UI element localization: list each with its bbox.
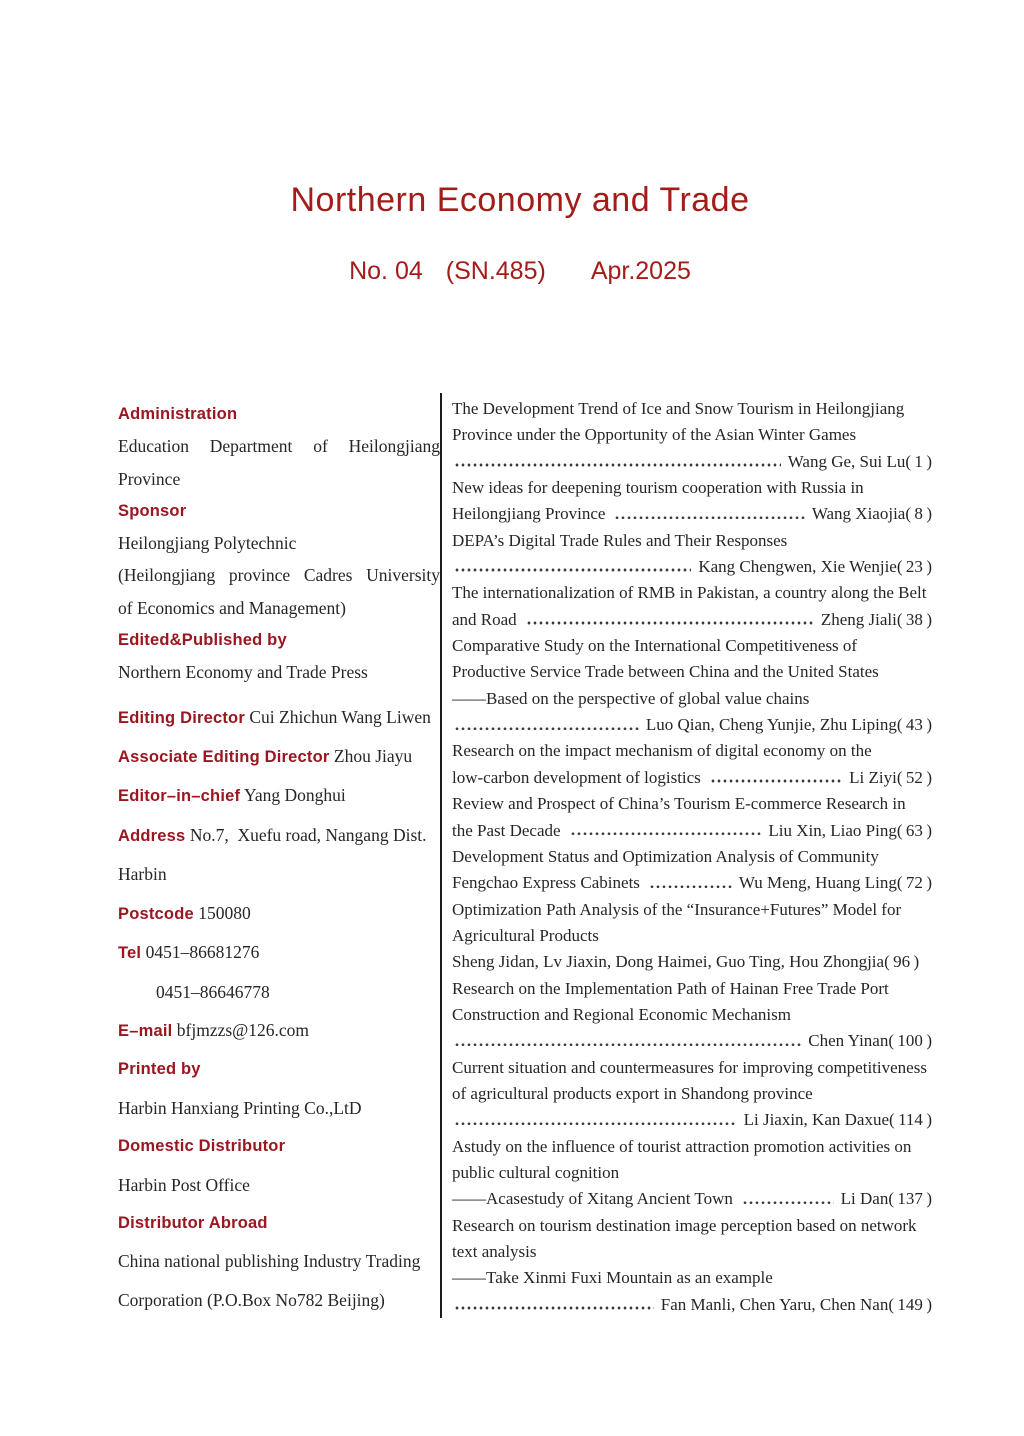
masthead-block: [118, 1127, 440, 1204]
masthead-label: Editing Director: [118, 708, 245, 727]
masthead-text-line: Harbin Hanxiang Printing Co.,LtD: [118, 1097, 362, 1118]
toc-page-number: ( 96 ): [884, 952, 920, 972]
toc-leader-dots: [454, 1306, 654, 1310]
toc-authors: Li Jiaxin, Kan Daxue: [743, 1110, 889, 1130]
toc-line: [452, 659, 932, 685]
toc-title-text: DEPA’s Digital Trade Rules and Their Responses: [452, 530, 788, 550]
toc-entry: [452, 1134, 932, 1213]
issue-line: [8, 257, 1024, 286]
toc-title-text: The internationalization of RMB in Pakistan, a country along the Belt: [452, 583, 927, 603]
toc-authors: Zheng Jiali: [820, 609, 897, 629]
masthead-label: Sponsor: [118, 501, 187, 520]
toc-line: [452, 607, 932, 633]
masthead-value: 150080: [198, 902, 251, 923]
masthead-label: Address: [118, 826, 186, 845]
masthead-line: [118, 894, 440, 933]
toc-page-number: ( 52 ): [896, 767, 932, 787]
toc-line: [452, 923, 932, 949]
masthead-line: [118, 816, 440, 855]
toc-page-number: ( 43 ): [896, 715, 932, 735]
toc-page-number: ( 114 ): [889, 1110, 932, 1130]
toc-title-text: Research on tourism destination image perception based on network: [452, 1215, 917, 1235]
toc-title-text: Agricultural Products: [452, 925, 599, 945]
masthead-text-line: Heilongjiang Polytechnic: [118, 533, 297, 554]
toc-page-number: ( 72 ): [896, 873, 932, 893]
toc-title-text: Research on the Implementation Path of Hainan Free Trade Port: [452, 978, 889, 998]
toc-line: [452, 1081, 932, 1107]
masthead-line: [118, 933, 440, 972]
masthead-text-line: of Economics and Management): [118, 597, 346, 618]
toc-page-number: ( 63 ): [896, 820, 932, 840]
toc-line: [452, 949, 932, 975]
masthead-text-line: Corporation (P.O.Box No782 Beijing): [118, 1289, 385, 1310]
toc-title-text: low-carbon development of logistics: [452, 767, 701, 787]
masthead-block: [118, 698, 440, 737]
masthead-line: [118, 698, 440, 737]
toc-leader-dots: [614, 516, 804, 520]
masthead-value: bfjmzzs@126.com: [176, 1019, 310, 1040]
masthead-label: Editor–in–chief: [118, 787, 241, 806]
toc-authors: Li Dan: [840, 1189, 889, 1209]
toc-title-text: Astudy on the influence of tourist attraction promotion activities on: [452, 1136, 912, 1156]
masthead-label: Associate Editing Director: [118, 748, 330, 767]
toc-entry: [452, 633, 932, 738]
toc-title-text: ——Based on the perspective of global value chains: [452, 688, 810, 708]
issue-date: Apr.2025: [590, 257, 691, 285]
toc-line: [452, 501, 932, 527]
toc-line: [452, 976, 932, 1002]
toc-title-text: and Road: [452, 609, 517, 629]
toc-line: [452, 1239, 932, 1265]
toc-leader-dots: [454, 568, 691, 572]
toc-entry: [452, 738, 932, 791]
toc-page-number: ( 1 ): [905, 451, 932, 471]
toc-leader-dots: [454, 727, 639, 731]
masthead-label: Domestic Distributor: [118, 1137, 286, 1156]
masthead-line: [118, 776, 440, 815]
masthead-extra-line: 0451–86646778: [156, 981, 270, 1002]
toc-title-text: Fengchao Express Cabinets: [452, 873, 640, 893]
toc-authors: Luo Qian, Cheng Yunjie, Zhu Liping: [645, 715, 897, 735]
toc-page-number: ( 38 ): [896, 609, 932, 629]
toc-line: [452, 712, 932, 738]
masthead-block: [118, 1204, 440, 1319]
toc-title-text: New ideas for deepening tourism cooperation with Russia in: [452, 478, 864, 498]
toc-authors: Chen Yinan: [808, 1031, 889, 1051]
toc-title-text: Comparative Study on the International Competitiveness of: [452, 636, 858, 656]
masthead-label: Postcode: [118, 904, 194, 923]
masthead-block: [118, 398, 440, 495]
masthead-block: [118, 737, 440, 776]
toc-entry: [452, 1213, 932, 1318]
toc-title-text: the Past Decade: [452, 820, 561, 840]
toc-title-text: Current situation and countermeasures for improving competitiveness: [452, 1057, 927, 1077]
toc-line: [452, 1134, 932, 1160]
toc-page-number: ( 23 ): [896, 557, 932, 577]
toc-title-text: text analysis: [452, 1242, 537, 1261]
toc-authors: Kang Chengwen, Xie Wenjie: [698, 557, 897, 577]
toc-authors: Liu Xin, Liao Ping: [768, 820, 897, 840]
masthead-text-line: Northern Economy and Trade Press: [118, 662, 368, 683]
toc-line: [452, 1028, 932, 1054]
masthead-label: E–mail: [118, 1021, 173, 1040]
toc-panel: [452, 396, 932, 1318]
toc-authors: Sheng Jidan, Lv Jiaxin, Dong Haimei, Guo Ting, Hou Zhongjia: [452, 952, 885, 972]
masthead-label: Printed by: [118, 1060, 201, 1079]
masthead-label: Edited&Published by: [118, 631, 287, 650]
toc-title-text: Development Status and Optimization Analysis of Community: [452, 846, 879, 866]
masthead-text-line: (Heilongjiang province Cadres University: [118, 565, 440, 586]
masthead-section: [118, 398, 440, 689]
toc-title-text: public cultural cognition: [452, 1162, 620, 1182]
masthead-extra-line: Harbin: [118, 864, 167, 885]
toc-page-number: ( 137 ): [888, 1189, 932, 1209]
toc-line: [452, 1186, 932, 1212]
masthead-block: [118, 624, 440, 689]
toc-line: [452, 818, 932, 844]
masthead-block: [118, 1011, 440, 1050]
toc-line: [452, 396, 932, 422]
journal-title: Northern Economy and Trade: [290, 181, 750, 219]
masthead-block: [118, 894, 440, 933]
toc-leader-dots: [742, 1201, 834, 1205]
toc-line: [452, 475, 932, 501]
toc-page-number: ( 149 ): [888, 1294, 932, 1314]
toc-authors: Li Ziyi: [849, 767, 897, 787]
toc-entry: [452, 844, 932, 897]
masthead-text-line: Education Department of Heilongjiang: [118, 436, 440, 457]
toc-leader-dots: [454, 1122, 737, 1126]
toc-line: [452, 422, 932, 448]
masthead-label: Administration: [118, 405, 238, 423]
toc-leader-dots: [570, 832, 762, 836]
toc-line: [452, 554, 932, 580]
toc-entry: [452, 396, 932, 475]
toc-line: [452, 765, 932, 791]
toc-entry: [452, 897, 932, 976]
masthead-line: [118, 1011, 440, 1050]
toc-line: [452, 1002, 932, 1028]
masthead-block: [118, 776, 440, 815]
toc-line: [452, 1265, 932, 1291]
toc-title-text: ——Take Xinmi Fuxi Mountain as an example: [452, 1268, 773, 1288]
toc-leader-dots: [526, 621, 814, 625]
masthead-label: Distributor Abroad: [118, 1213, 268, 1232]
toc-line: [452, 1292, 932, 1318]
masthead-value: Yang Donghui: [243, 785, 346, 806]
toc-line: [452, 870, 932, 896]
toc-authors: Wang Ge, Sui Lu: [787, 451, 906, 471]
toc-entry: [452, 1055, 932, 1134]
masthead-block: [118, 495, 440, 624]
toc-page-number: ( 8 ): [905, 504, 932, 524]
issue-number: No. 04: [349, 257, 423, 285]
toc-entry: [452, 580, 932, 633]
toc-title-text: Heilongjiang Province: [452, 504, 606, 524]
toc-leader-dots: [649, 885, 732, 889]
toc-line: [452, 1055, 932, 1081]
masthead-value: Cui Zhichun Wang Liwen: [249, 706, 431, 727]
toc-title-text: The Development Trend of Ice and Snow Tourism in Heilongjiang: [452, 399, 905, 418]
toc-line: [452, 738, 932, 764]
toc-line: [452, 686, 932, 712]
toc-line: [452, 633, 932, 659]
toc-entry: [452, 976, 932, 1055]
toc-line: [452, 897, 932, 923]
toc-leader-dots: [710, 779, 842, 783]
toc-line: [452, 1107, 932, 1133]
toc-line: [452, 528, 932, 554]
toc-title-text: Research on the impact mechanism of digital economy on the: [452, 741, 872, 761]
toc-entry: [452, 528, 932, 581]
masthead-text-line: Harbin Post Office: [118, 1174, 250, 1195]
toc-title-text: Optimization Path Analysis of the “Insurance+Futures” Model for: [452, 899, 902, 919]
toc-line: [452, 1160, 932, 1186]
masthead-block: [118, 816, 440, 894]
toc-title-text: Productive Service Trade between China and the United States: [452, 662, 879, 682]
masthead-value: Zhou Jiayu: [333, 746, 413, 767]
toc-line: [452, 791, 932, 817]
toc-title-text: ——Acasestudy of Xitang Ancient Town: [452, 1189, 733, 1209]
masthead-text-line: Province: [118, 468, 181, 489]
toc-title-text: Construction and Regional Economic Mechanism: [452, 1004, 791, 1024]
toc-line: [452, 580, 932, 606]
toc-page-number: ( 100 ): [888, 1031, 932, 1051]
masthead-value: No.7, Xuefu road, Nangang Dist.: [189, 824, 427, 845]
toc-authors: Fan Manli, Chen Yaru, Chen Nan: [660, 1294, 889, 1314]
masthead-panel: [118, 398, 440, 1319]
masthead-line: [118, 737, 440, 776]
toc-title-text: of agricultural products export in Shandong province: [452, 1083, 813, 1103]
masthead-block: [118, 933, 440, 1011]
toc-entry: [452, 475, 932, 528]
toc-entry: [452, 791, 932, 844]
toc-authors: Wu Meng, Huang Ling: [738, 873, 897, 893]
masthead-label: Tel: [118, 944, 142, 963]
toc-title-text: Review and Prospect of China’s Tourism E-commerce Research in: [452, 794, 906, 814]
toc-leader-dots: [454, 1043, 801, 1047]
masthead-block: [118, 1050, 440, 1127]
toc-leader-dots: [454, 463, 781, 467]
issue-serial: (SN.485): [445, 257, 546, 285]
masthead-section: [118, 698, 440, 1320]
toc-line: [452, 1213, 932, 1239]
toc-line: [452, 844, 932, 870]
toc-authors: Wang Xiaojia: [811, 504, 906, 524]
masthead-value: 0451–86681276: [145, 942, 260, 963]
masthead-text-line: China national publishing Industry Trading: [118, 1251, 421, 1272]
toc-title-text: Province under the Opportunity of the Asian Winter Games: [452, 425, 857, 445]
column-divider: [440, 393, 442, 1318]
toc-line: [452, 449, 932, 475]
